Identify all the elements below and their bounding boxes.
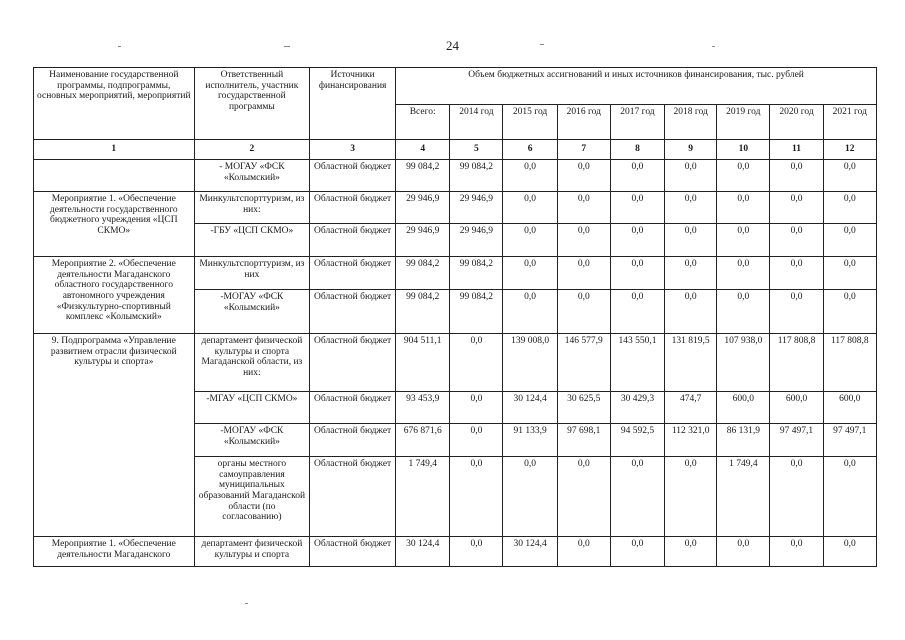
value-cell: 1 749,4	[717, 457, 770, 537]
value-cell: 30 124,4	[503, 537, 557, 567]
value-cell: 600,0	[717, 392, 770, 424]
row-responsible-cell: органы местного самоуправления муниципальных образований Магаданской области (по согласованию)	[194, 457, 310, 537]
row-name-cell: Мероприятие 1. «Обеспечение деятельности государственного бюджетного учреждения «ЦСП СКМО»	[34, 192, 195, 257]
value-cell: 29 946,9	[450, 224, 503, 257]
value-cell: 0,0	[503, 192, 557, 224]
value-cell: 30 429,3	[610, 392, 664, 424]
value-cell: 904 511,1	[396, 334, 450, 392]
row-responsible-cell: -ГБУ «ЦСП СКМО»	[194, 224, 310, 257]
header-sources: Источники финансирования	[310, 68, 396, 140]
value-cell: 0,0	[610, 224, 664, 257]
scan-speck	[540, 44, 544, 45]
value-cell: 0,0	[503, 224, 557, 257]
value-cell: 1 749,4	[396, 457, 450, 537]
row-source-cell: Областной бюджет	[310, 257, 396, 290]
header-year: 2020 год	[770, 105, 823, 140]
row-source-cell: Областной бюджет	[310, 160, 396, 192]
row-source-cell: Областной бюджет	[310, 537, 396, 567]
value-cell: 0,0	[610, 537, 664, 567]
value-cell: 600,0	[823, 392, 876, 424]
value-cell: 29 946,9	[396, 192, 450, 224]
row-source-cell: Областной бюджет	[310, 192, 396, 224]
row-responsible-cell: Минкультспорттуризм, из них:	[194, 192, 310, 224]
value-cell: 0,0	[557, 257, 610, 290]
header-year: 2017 год	[610, 105, 664, 140]
value-cell: 29 946,9	[450, 192, 503, 224]
column-number: 2	[194, 140, 310, 160]
value-cell: 0,0	[770, 192, 823, 224]
subprogram-name-cell: 9. Подпрограмма «Управление развитием отрасли физической культуры и спорта»	[34, 334, 195, 537]
table-row	[34, 160, 877, 192]
value-cell: 0,0	[770, 537, 823, 567]
value-cell: 0,0	[665, 290, 717, 334]
value-cell: 0,0	[665, 257, 717, 290]
value-cell: 0,0	[717, 160, 770, 192]
value-cell: 0,0	[823, 224, 876, 257]
value-cell: 99 084,2	[396, 257, 450, 290]
value-cell: 0,0	[823, 257, 876, 290]
value-cell: 0,0	[610, 257, 664, 290]
value-cell: 99 084,2	[396, 290, 450, 334]
value-cell: 0,0	[557, 160, 610, 192]
value-cell: 99 084,2	[450, 257, 503, 290]
row-source-cell: Областной бюджет	[310, 224, 396, 257]
table-row	[34, 257, 877, 290]
header-year: 2015 год	[503, 105, 557, 140]
value-cell: 0,0	[450, 424, 503, 457]
value-cell: 86 131,9	[717, 424, 770, 457]
row-source-cell: Областной бюджет	[310, 290, 396, 334]
value-cell: 131 819,5	[665, 334, 717, 392]
value-cell: 0,0	[503, 457, 557, 537]
value-cell: 0,0	[665, 457, 717, 537]
scan-speck	[118, 46, 121, 47]
value-cell: 99 084,2	[396, 160, 450, 192]
value-cell: 0,0	[557, 290, 610, 334]
header-total: Всего:	[396, 105, 450, 140]
value-cell: 600,0	[770, 392, 823, 424]
header-year: 2014 год	[450, 105, 503, 140]
value-cell: 0,0	[823, 537, 876, 567]
value-cell: 0,0	[717, 290, 770, 334]
column-number: 5	[450, 140, 503, 160]
column-number: 12	[823, 140, 876, 160]
value-cell: 0,0	[450, 537, 503, 567]
value-cell: 143 550,1	[610, 334, 664, 392]
value-cell: 0,0	[450, 392, 503, 424]
value-cell: 0,0	[665, 160, 717, 192]
value-cell: 0,0	[770, 457, 823, 537]
header-responsible: Ответственный исполнитель, участник государственной программы	[194, 68, 310, 140]
table-row	[34, 537, 877, 567]
value-cell: 0,0	[823, 160, 876, 192]
column-number: 10	[717, 140, 770, 160]
table-row	[34, 192, 877, 224]
value-cell: 0,0	[557, 537, 610, 567]
row-responsible-cell: Минкультспорттуризм, из них	[194, 257, 310, 290]
value-cell: 0,0	[450, 334, 503, 392]
value-cell: 0,0	[610, 290, 664, 334]
value-cell: 0,0	[770, 290, 823, 334]
value-cell: 0,0	[557, 457, 610, 537]
value-cell: 0,0	[770, 257, 823, 290]
row-responsible-cell: департамент физической культуры и спорта	[194, 537, 310, 567]
value-cell: 0,0	[665, 537, 717, 567]
value-cell: 0,0	[450, 457, 503, 537]
header-volume: Объем бюджетных ассигнований и иных источников финансирования, тыс. рублей	[396, 68, 877, 105]
value-cell: 0,0	[823, 192, 876, 224]
row-name-cell: Мероприятие 2. «Обеспечение деятельности Магаданского областного государственного автономного учреждения «Физкультурно-спортивный комплекс «Колымский»	[34, 257, 195, 334]
value-cell: 0,0	[503, 257, 557, 290]
row-responsible-cell: -МОГАУ «ФСК «Колымский»	[194, 290, 310, 334]
value-cell: 676 871,6	[396, 424, 450, 457]
value-cell: 97 497,1	[823, 424, 876, 457]
value-cell: 29 946,9	[396, 224, 450, 257]
value-cell: 91 133,9	[503, 424, 557, 457]
value-cell: 474,7	[665, 392, 717, 424]
column-number: 8	[610, 140, 664, 160]
column-number: 1	[34, 140, 195, 160]
value-cell: 99 084,2	[450, 160, 503, 192]
row-source-cell: Областной бюджет	[310, 392, 396, 424]
value-cell: 0,0	[823, 457, 876, 537]
value-cell: 117 808,8	[770, 334, 823, 392]
column-number: 9	[665, 140, 717, 160]
value-cell: 0,0	[665, 224, 717, 257]
value-cell: 117 808,8	[823, 334, 876, 392]
page-number: 24	[446, 38, 459, 53]
value-cell: 30 625,5	[557, 392, 610, 424]
value-cell: 0,0	[717, 192, 770, 224]
header-year: 2019 год	[717, 105, 770, 140]
budget-table	[33, 67, 877, 567]
value-cell: 94 592,5	[610, 424, 664, 457]
value-cell: 30 124,4	[503, 392, 557, 424]
value-cell: 0,0	[557, 224, 610, 257]
row-source-cell: Областной бюджет	[310, 424, 396, 457]
column-number: 7	[557, 140, 610, 160]
row-name-cell: Мероприятие 1. «Обеспечение деятельности Магаданского	[34, 537, 195, 567]
column-number: 11	[770, 140, 823, 160]
value-cell: 0,0	[770, 224, 823, 257]
value-cell: 30 124,4	[396, 537, 450, 567]
column-number: 3	[310, 140, 396, 160]
value-cell: 99 084,2	[450, 290, 503, 334]
scan-speck	[284, 46, 290, 47]
value-cell: 146 577,9	[557, 334, 610, 392]
scan-speck	[712, 46, 715, 47]
header-year: 2021 год	[823, 105, 876, 140]
row-name-cell	[34, 160, 195, 192]
column-number: 4	[396, 140, 450, 160]
value-cell: 0,0	[717, 224, 770, 257]
header-year: 2018 год	[665, 105, 717, 140]
value-cell: 0,0	[503, 160, 557, 192]
value-cell: 0,0	[610, 192, 664, 224]
value-cell: 93 453,9	[396, 392, 450, 424]
value-cell: 0,0	[823, 290, 876, 334]
value-cell: 0,0	[503, 290, 557, 334]
column-number: 6	[503, 140, 557, 160]
value-cell: 97 497,1	[770, 424, 823, 457]
value-cell: 0,0	[717, 537, 770, 567]
scan-speck	[245, 603, 248, 604]
row-responsible-cell: департамент физической культуры и спорта Магаданской области, из них:	[194, 334, 310, 392]
row-source-cell: Областной бюджет	[310, 457, 396, 537]
value-cell: 139 008,0	[503, 334, 557, 392]
row-responsible-cell: -МГАУ «ЦСП СКМО»	[194, 392, 310, 424]
value-cell: 97 698,1	[557, 424, 610, 457]
value-cell: 0,0	[770, 160, 823, 192]
row-responsible-cell: -МОГАУ «ФСК «Колымский»	[194, 424, 310, 457]
header-year: 2016 год	[557, 105, 610, 140]
header-name: Наименование государственной программы, подпрограммы, основных мероприятий, мероприятий	[34, 68, 195, 140]
value-cell: 0,0	[610, 457, 664, 537]
value-cell: 107 938,0	[717, 334, 770, 392]
row-source-cell: Областной бюджет	[310, 334, 396, 392]
value-cell: 0,0	[610, 160, 664, 192]
value-cell: 0,0	[717, 257, 770, 290]
value-cell: 112 321,0	[665, 424, 717, 457]
row-responsible-cell: - МОГАУ «ФСК «Колымский»	[194, 160, 310, 192]
value-cell: 0,0	[557, 192, 610, 224]
value-cell: 0,0	[665, 192, 717, 224]
table-row	[34, 334, 877, 392]
